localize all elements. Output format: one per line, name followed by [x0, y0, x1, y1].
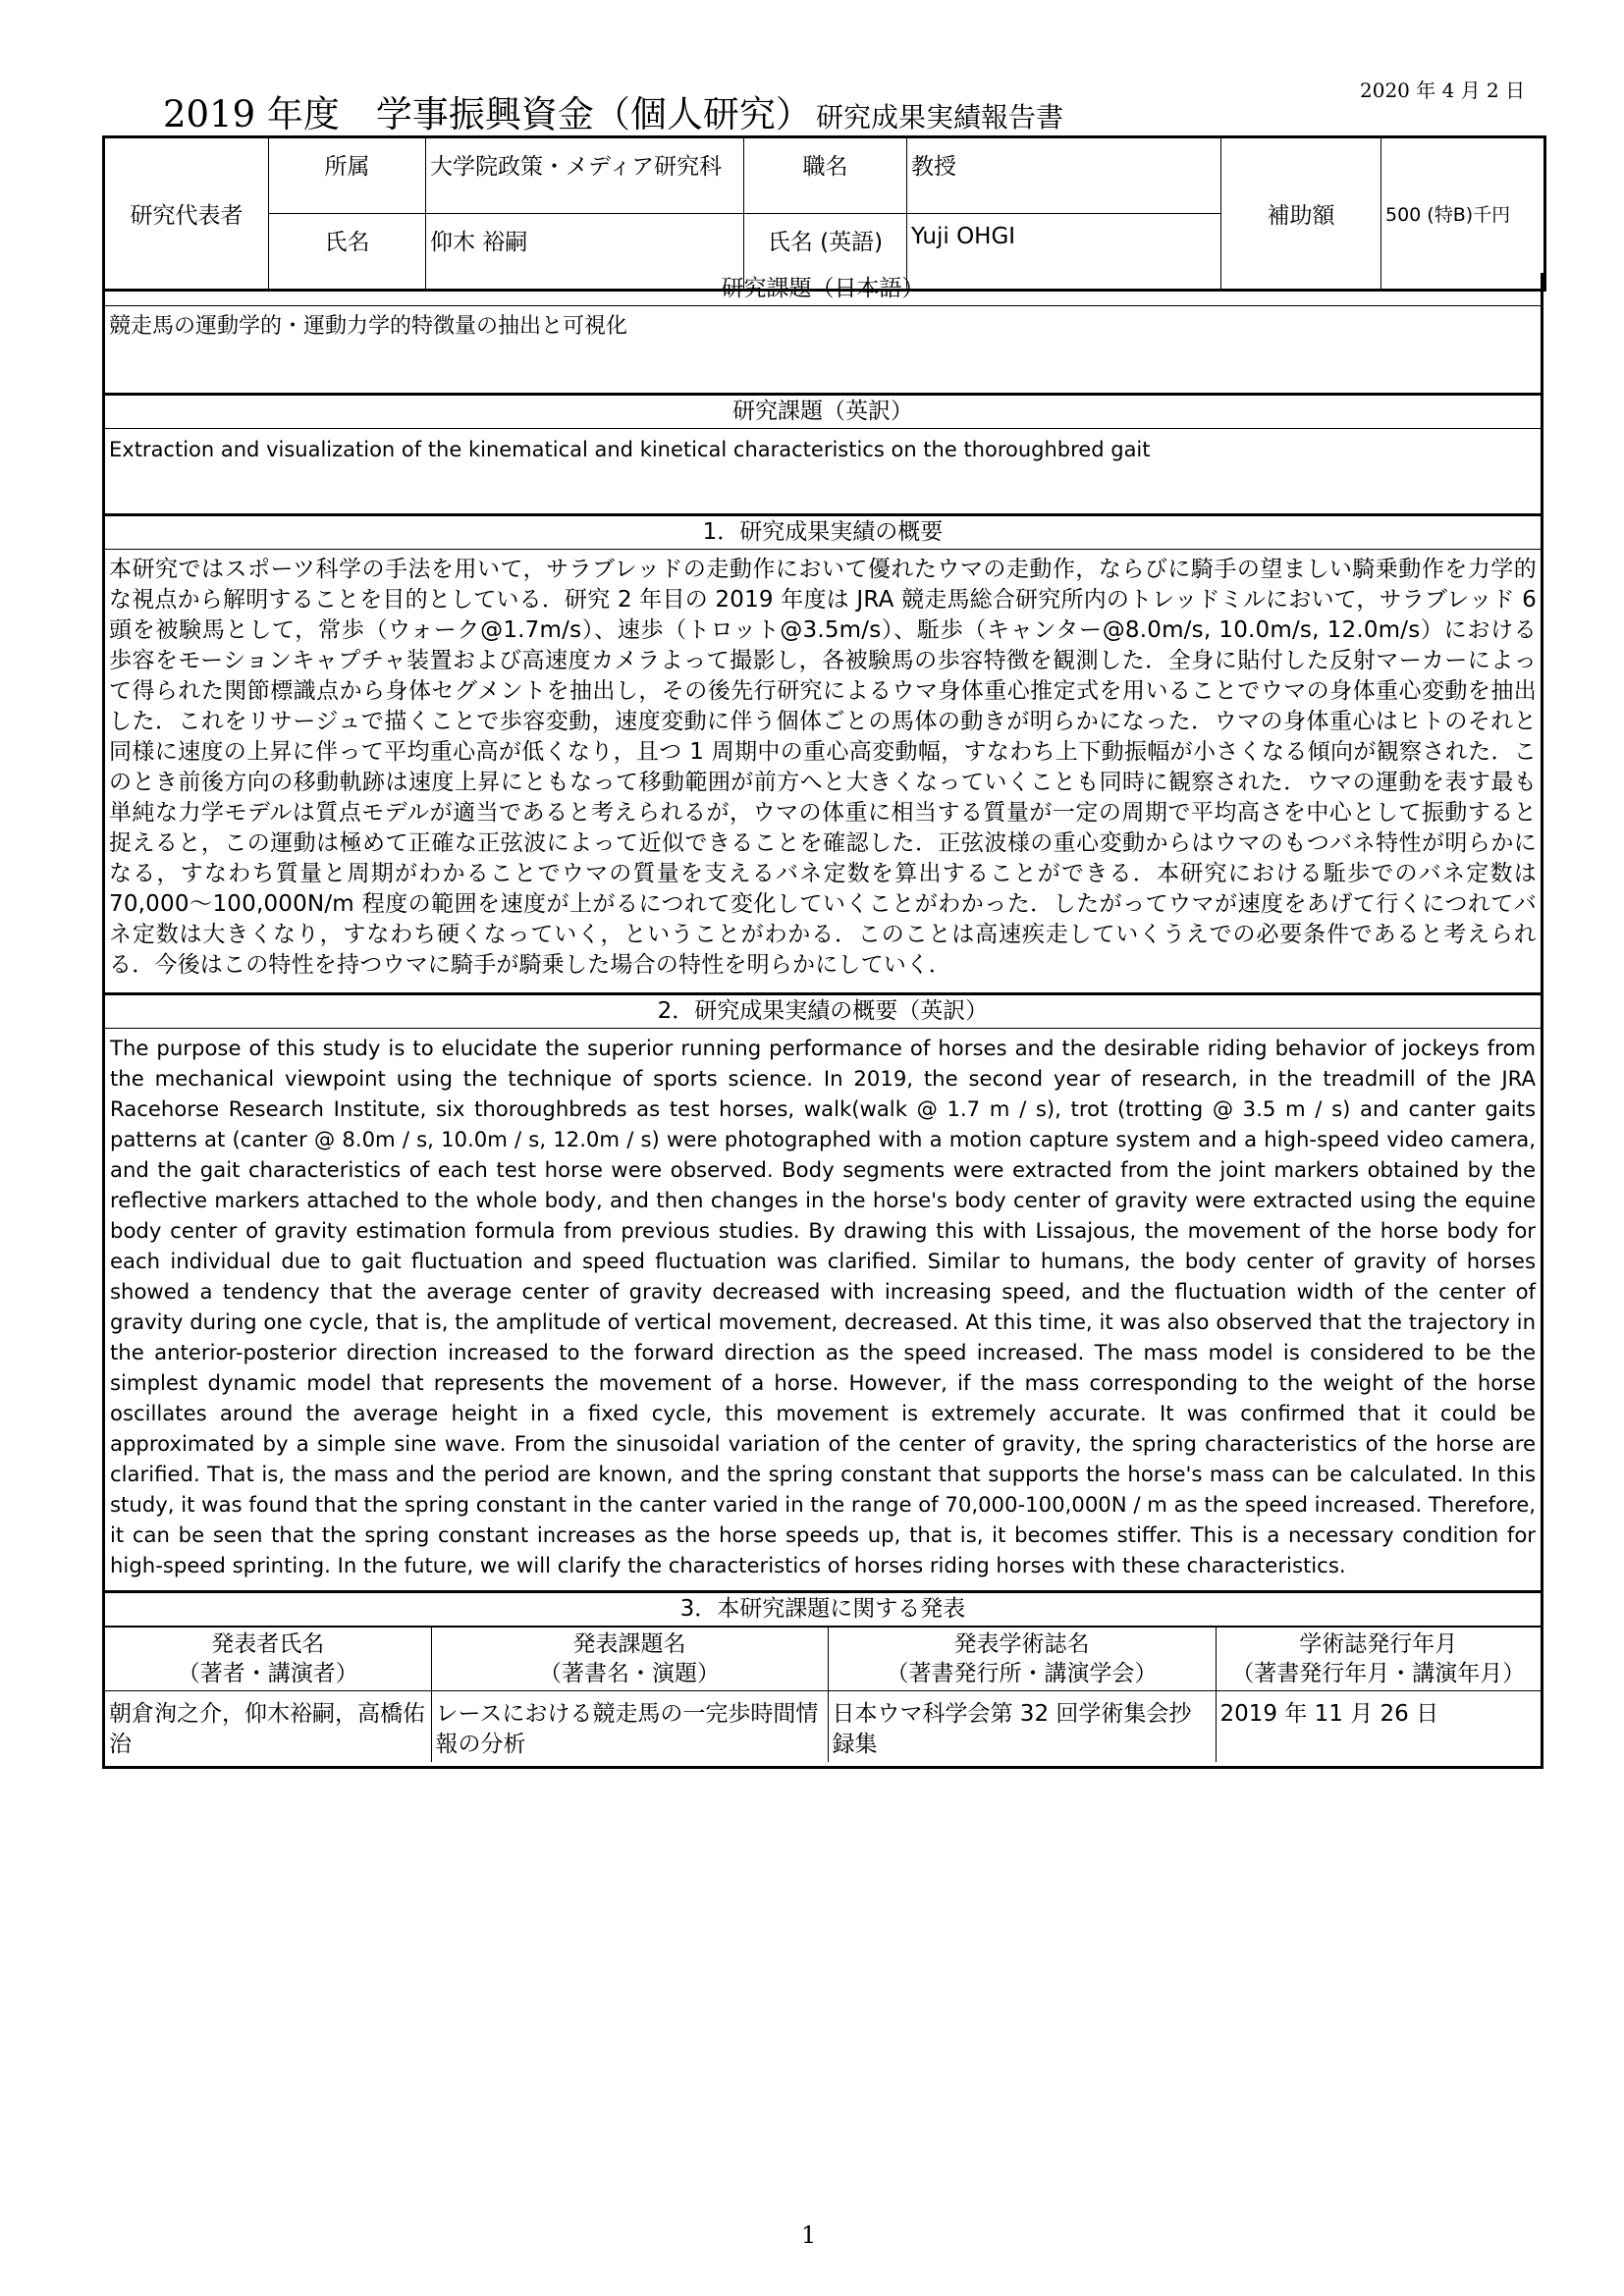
topic-jp-section — [102, 273, 1543, 396]
grant-value: 500 (特B)千円 — [1381, 137, 1545, 291]
pub-col-title: 発表課題名 （著書名・演題） — [431, 1628, 828, 1691]
publications-heading: 3．本研究課題に関する発表 — [105, 1593, 1541, 1627]
summary-jp-heading: 1．研究成果実績の概要 — [105, 516, 1541, 550]
position-value: 教授 — [907, 137, 1221, 214]
report-title-main: 2019 年度 学事振興資金（個人研究） — [163, 93, 812, 135]
publications-section — [102, 1593, 1543, 1769]
report-title-sub: 研究成果実績報告書 — [815, 101, 1063, 133]
pub-date: 2019 年 11 月 26 日 — [1216, 1691, 1541, 1763]
summary-en-heading: 2．研究成果実績の概要（英訳） — [105, 995, 1541, 1029]
affiliation-label: 所属 — [269, 137, 426, 214]
topic-jp-heading: 研究課題（日本語） — [105, 273, 1541, 306]
report-title — [163, 84, 1063, 137]
affiliation-value: 大学院政策・メディア研究科 — [426, 137, 744, 214]
topic-jp-text: 競走馬の運動学的・運動力学的特徴量の抽出と可視化 — [109, 314, 628, 339]
pub-journal: 日本ウマ科学会第 32 回学術集会抄録集 — [828, 1691, 1216, 1763]
summary-jp-section — [102, 516, 1543, 995]
position-label: 職名 — [744, 137, 907, 214]
summary-en-section — [102, 995, 1543, 1593]
publications-table — [105, 1627, 1541, 1762]
report-date: 2020 年 4 月 2 日 — [1360, 79, 1526, 102]
name-en-label: 氏名 (英語) — [744, 214, 907, 291]
summary-jp-text: 本研究ではスポーツ科学の手法を用いて，サラブレッドの走動作において優れたウマの走動作，ならびに騎手の望ましい騎乗動作を力学的な視点から解明することを目的としている．研究 2 年目の 2019 年度は JRA 競走馬総合研究所内のトレッドミルにおいて，サラブレッド 6 頭を被験馬として，常歩（ウォーク@1.7m/s）、速歩（トロット@3.5m/s）、駈歩（キャンター@8.0m/s, 10.0m/s, 12.0m/s）における歩容をモーションキャプチャ装置および高速度カメラよって撮影し，各被験馬の歩容特徴を観測した．全身に貼付した反射マーカーによって得られた関節標識点から身体セグメントを抽出し，その後先行研究によるウマ身体重心推定式を用いることでウマの身体重心変動を抽出した．これをリサージュで描くことで歩容変動，速度変動に伴う個体ごとの馬体の動きが明らかになった．ウマの身体重心はヒトのそれと同様に速度の上昇に伴って平均重心高が低くなり，且つ 1 周期中の重心高変動幅，すなわち上下動振幅が小さくなる傾向が観察された．このとき前後方向の移動軌跡は速度上昇にともなって移動範囲が前方へと大きくなっていくことも同時に観察された．ウマの運動を表す最も単純な力学モデルは質点モデルが適当であると考えられるが，ウマの体重に相当する質量が一定の周期で平均高さを中心として振動すると捉えると，この運動は極めて正確な正弦波によって近似できることを確認した．正弦波様の重心変動からはウマのもつバネ特性が明らかになる，すなわち質量と周期がわかることでウマの質量を支えるバネ定数を算出することができる．本研究における駈歩でのバネ定数は 70,000～100,000N/m 程度の範囲を速度が上がるにつれて変化していくことがわかった．したがってウマが速度をあげて行くにつれてバネ定数は大きくなり，すなわち硬くなっていく，ということがわかる．このことは高速疾走していくうえでの必要条件であると考えられる．今後はこの特性を持つウマに騎手が騎乗した場合の特性を明らかにしていく． — [109, 557, 1537, 978]
topic-en-heading: 研究課題（英訳） — [105, 396, 1541, 429]
rep-label: 研究代表者 — [104, 137, 269, 291]
pub-col-date: 学術誌発行年月 （著書発行年月・講演年月） — [1216, 1628, 1541, 1691]
topic-en-section — [102, 396, 1543, 516]
pub-title: レースにおける競走馬の一完歩時間情報の分析 — [431, 1691, 828, 1763]
topic-en-text: Extraction and visualization of the kinematical and kinetical characteristics on the thoroughbred gait — [109, 438, 1151, 461]
table-row — [105, 1691, 1541, 1763]
summary-en-text: The purpose of this study is to elucidate the superior running performance of horses and the desirable riding behavior of jockeys from the mechanical viewpoint using the technique of sports science. In 2019, the second year of research, in the treadmill of the JRA Racehorse Research Institute, six thoroughbreds as test horses, walk(walk @ 1.7 m / s), trot (trotting @ 3.5 m / s) and canter gaits patterns at (canter @ 8.0m / s, 10.0m / s, 12.0m / s) were photographed with a motion capture system and a high-speed video camera, and the gait characteristics of each test horse were observed. Body segments were extracted from the joint markers obtained by the reflective markers attached to the whole body, and then changes in the horse's body center of gravity were extracted using the equine body center of gravity estimation formula from previous studies. By drawing this with Lissajous, the movement of the horse body for each individual due to gait fluctuation and speed fluctuation was clarified. Similar to humans, the body center of gravity of horses showed a tendency that the average center of gravity decreased with increasing speed, and the fluctuation width of the center of gravity during one cycle, that is, the amplitude of vertical movement, decreased. At this time, it was also observed that the trajectory in the anterior-posterior direction increased to the forward direction as the speed increased. The mass model is considered to be the simplest dynamic model that represents the movement of a horse. However, if the mass corresponding to the weight of the horse oscillates around the average height in a fixed cycle, this movement is extremely accurate. It was confirmed that it could be approximated by a simple sine wave. From the sinusoidal variation of the center of gravity, the spring characteristics of the horse are clarified. That is, the mass and the period are known, and the spring constant that supports the horse's mass can be calculated. In this study, it was found that the spring constant in the canter varied in the range of 70,000-100,000N / m as the speed increased. Therefore, it can be seen that the spring constant increases as the horse speeds up, that is, it becomes stiffer. This is a necessary condition for high-speed sprinting. In the future, we will clarify the characteristics of horses riding horses with these characteristics. — [110, 1036, 1536, 1577]
researcher-info-table — [102, 135, 1546, 292]
page-number: 1 — [801, 2221, 817, 2249]
name-en-value: Yuji OHGI — [907, 214, 1221, 291]
grant-label: 補助額 — [1221, 137, 1381, 291]
name-value: 仰木 裕嗣 — [426, 214, 744, 291]
pub-authors: 朝倉洵之介，仰木裕嗣，高橋佑治 — [105, 1691, 431, 1763]
pub-col-journal: 発表学術誌名 （著書発行所・講演学会） — [828, 1628, 1216, 1691]
pub-col-authors: 発表者氏名 （著者・講演者） — [105, 1628, 431, 1691]
name-label: 氏名 — [269, 214, 426, 291]
